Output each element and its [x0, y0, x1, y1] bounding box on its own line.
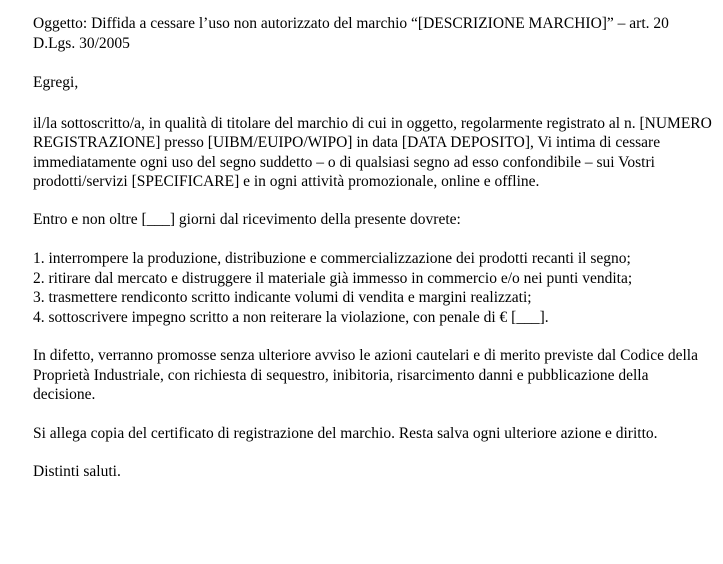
letter-consequence: In difetto, verranno promosse senza ulteriore avviso le azioni cautelari e di merito previste dal Codice della Proprietà Industriale, con richiesta di sequestro, inibitoria, risarcimento danni e pubblicazione della decisione.	[33, 347, 698, 403]
obligation-item: 3. trasmettere rendiconto scritto indicante volumi di vendita e margini realizzati;	[33, 289, 532, 306]
obligation-item: 2. ritirare dal mercato e distruggere il materiale già immesso in commercio e/o nei punti vendita;	[33, 269, 633, 287]
letter-deadline: Entro e non oltre [___] giorni dal ricevimento della presente dovrete:	[33, 210, 461, 228]
letter-attachment-note: Si allega copia del certificato di registrazione del marchio. Resta salva ogni ulteriore azione e diritto.	[33, 424, 658, 442]
letter-document	[33, 14, 713, 482]
obligation-item: 4. sottoscrivere impegno scritto a non reiterare la violazione, con penale di € [___].	[33, 308, 549, 326]
obligation-item: 1. interrompere la produzione, distribuzione e commercializzazione dei prodotti recanti il segno;	[33, 250, 631, 267]
letter-subject: Oggetto: Diffida a cessare l’uso non autorizzato del marchio “[DESCRIZIONE MARCHIO]” – art. 20 D.Lgs. 30/2005	[33, 15, 669, 52]
obligations-list	[33, 249, 713, 327]
letter-greeting: Egregi,	[33, 74, 79, 91]
letter-body-intro: il/la sottoscritto/a, in qualità di titolare del marchio di cui in oggetto, regolarmente registrato al n. [NUMERO REGISTRAZIONE] presso [UIBM/EUIPO/WIPO] in data [DATA DEPOSITO], Vi intima di cessare immediatamente ogni uso del segno suddetto – o di qualsiasi segno ad esso confondibile – sui Vostri prodotti/servizi [SPECIFICARE] e in ogni attività promozionale, online e offline.	[33, 114, 712, 190]
letter-closing: Distinti saluti.	[33, 463, 121, 480]
